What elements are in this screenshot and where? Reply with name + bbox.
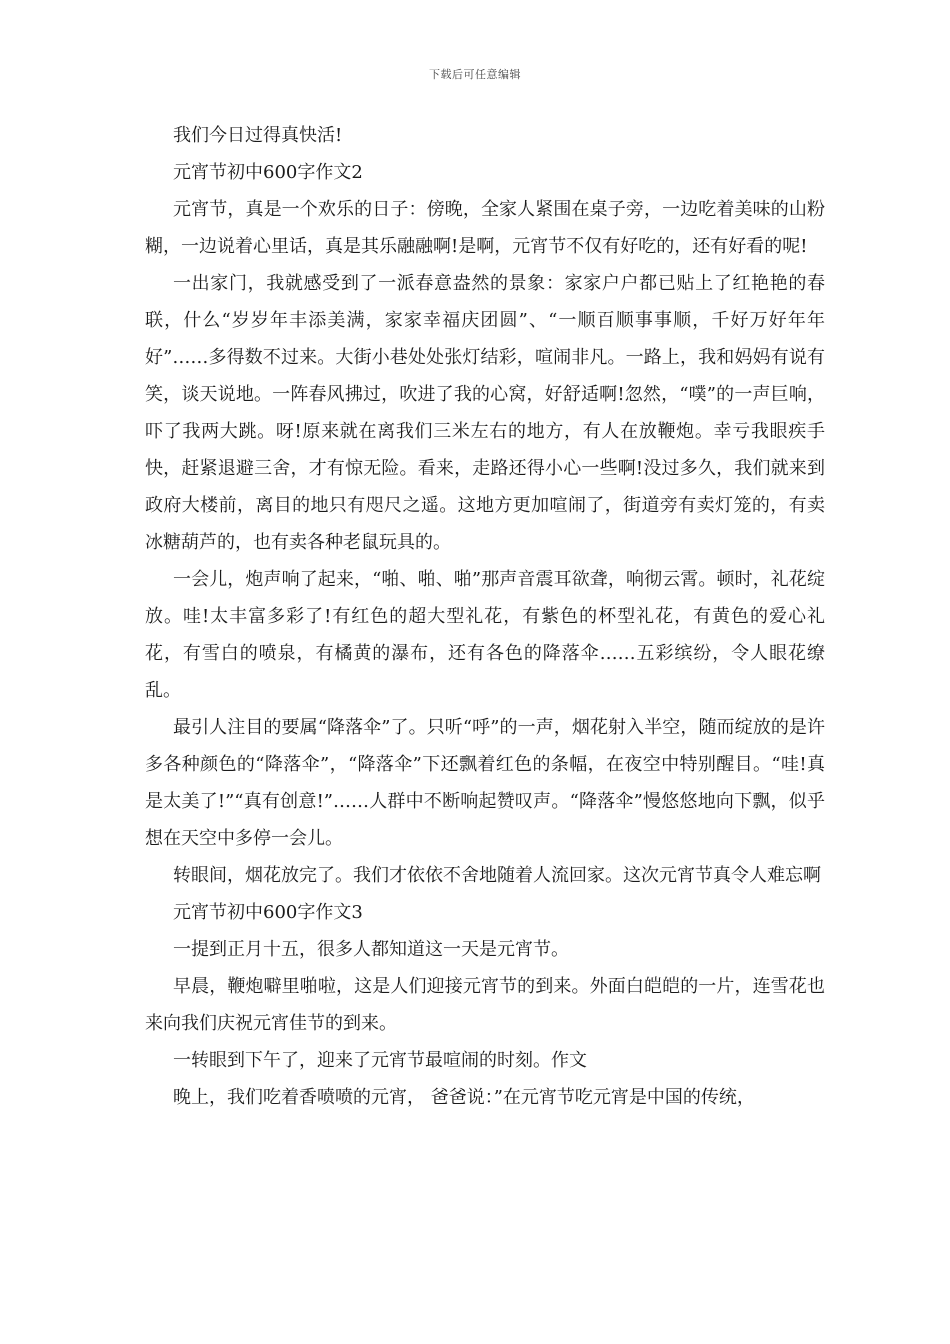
paragraph: 最引人注目的要属“降落伞”了。只听“呼”的一声，烟花射入半空，随而绽放的是许多各种颜色的“降落伞”，“降落伞”下还飘着红色的条幅，在夜空中特别醒目。“哇!真是太美了!”“真有创意!”……人群中不断响起赞叹声。“降落伞”慢悠悠地向下飘，似乎想在天空中多停一会儿。: [145, 717, 825, 849]
paragraph-closing-line: 我们今日过得真快活!: [173, 125, 343, 146]
paragraph: 晚上，我们吃着香喷喷的元宵， 爸爸说：”在元宵节吃元宵是中国的传统，: [173, 1087, 755, 1108]
paragraph: 一提到正月十五，很多人都知道这一天是元宵节。: [173, 939, 569, 960]
page-header-note: 下载后可任意编辑: [429, 68, 521, 81]
section-title-essay-3: 元宵节初中600字作文3: [173, 902, 363, 923]
paragraph: 一出家门，我就感受到了一派春意盎然的景象：家家户户都已贴上了红艳艳的春联，什么“岁岁年丰添美满，家家幸福庆团圆”、“一顺百顺事事顺，千好万好年年好”……多得数不过来。大街小巷处处张灯结彩，喧闹非凡。一路上，我和妈妈有说有笑，谈天说地。一阵春风拂过，吹进了我的心窝，好舒适啊!忽然，“噗”的一声巨响，吓了我两大跳。呀!原来就在离我们三米左右的地方，有人在放鞭炮。幸亏我眼疾手快，赶紧退避三舍，才有惊无险。看来，走路还得小心一些啊!没过多久，我们就来到政府大楼前，离目的地只有咫尺之遥。这地方更加喧闹了，街道旁有卖灯笼的，有卖冰糖葫芦的，也有卖各种老鼠玩具的。: [145, 273, 825, 553]
document-body: [145, 117, 825, 1116]
paragraph: 早晨，鞭炮噼里啪啦，这是人们迎接元宵节的到来。外面白皑皑的一片，连雪花也来向我们庆祝元宵佳节的到来。: [145, 976, 825, 1034]
paragraph: 元宵节，真是一个欢乐的日子：傍晚，全家人紧围在桌子旁，一边吃着美味的山粉糊，一边说着心里话，真是其乐融融啊!是啊，元宵节不仅有好吃的，还有好看的呢!: [145, 199, 825, 257]
paragraph: 转眼间，烟花放完了。我们才依依不舍地随着人流回家。这次元宵节真令人难忘啊: [173, 865, 821, 886]
section-title-essay-2: 元宵节初中600字作文2: [173, 162, 363, 183]
paragraph: 一转眼到下午了，迎来了元宵节最喧闹的时刻。作文: [173, 1050, 587, 1071]
paragraph: 一会儿，炮声响了起来，“啪、啪、啪”那声音震耳欲聋，响彻云霄。顿时，礼花绽放。哇!太丰富多彩了!有红色的超大型礼花，有紫色的杯型礼花，有黄色的爱心礼花，有雪白的喷泉，有橘黄的瀑布，还有各色的降落伞……五彩缤纷，令人眼花缭乱。: [145, 569, 825, 701]
